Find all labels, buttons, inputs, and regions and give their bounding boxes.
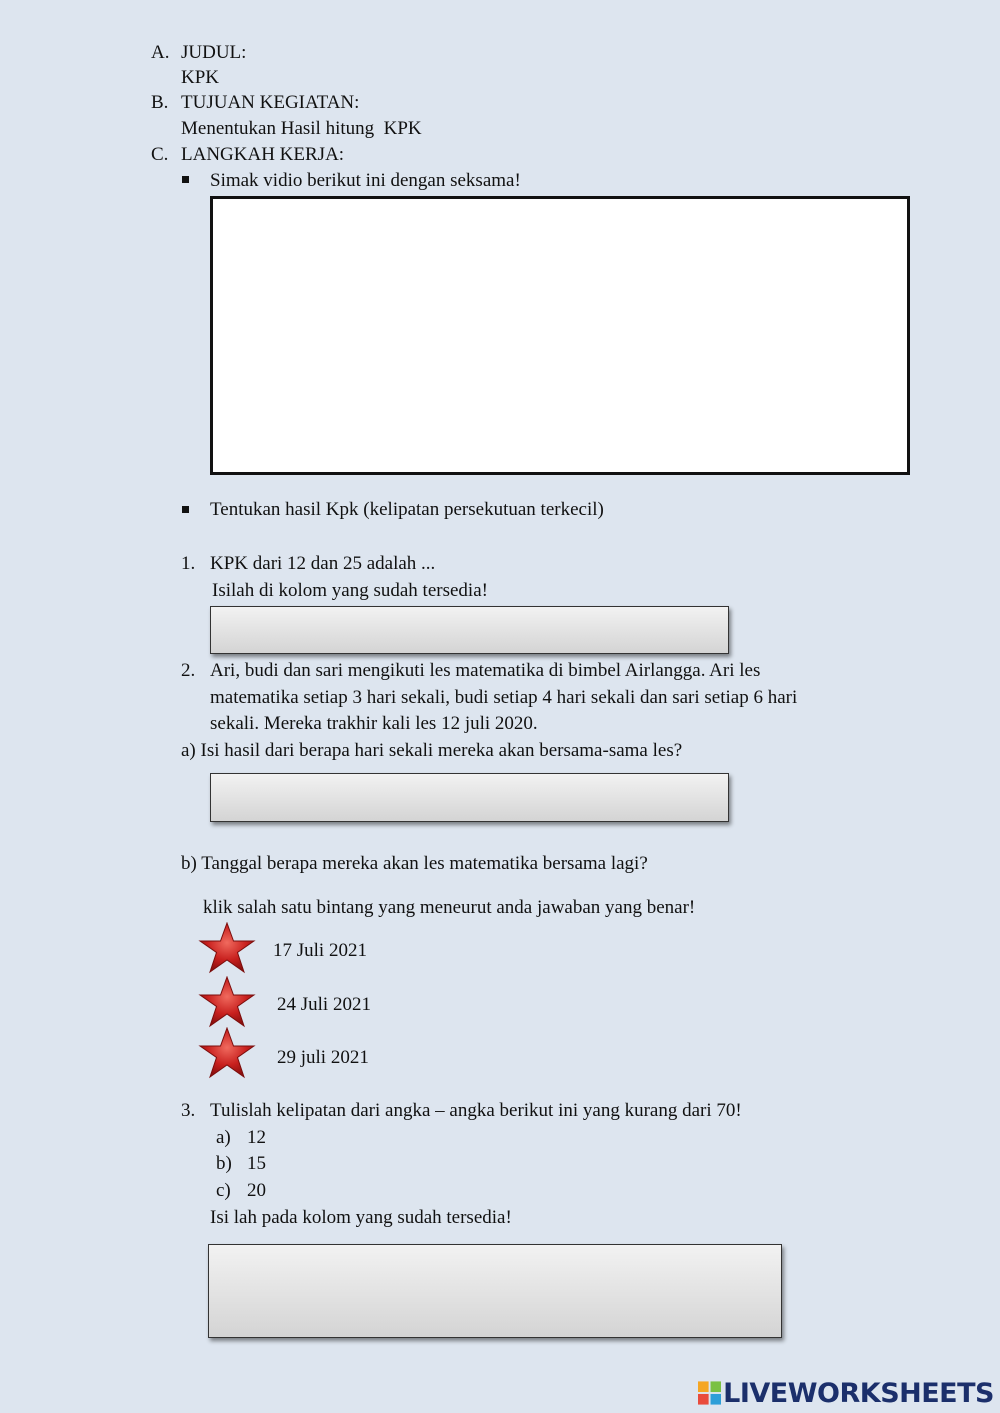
q3-number: 3. xyxy=(181,1100,196,1121)
star-icon[interactable] xyxy=(198,922,256,974)
section-a-marker: A. xyxy=(151,42,170,63)
option-2-label: 24 Juli 2021 xyxy=(277,994,371,1015)
section-b-heading: TUJUAN KEGIATAN: xyxy=(181,92,360,113)
q3-item-c-value: 20 xyxy=(247,1180,266,1201)
q3-text: Tulislah kelipatan dari angka – angka berikut ini yang kurang dari 70! xyxy=(210,1100,742,1121)
q2-part-b-question: b) Tanggal berapa mereka akan les matematika bersama lagi? xyxy=(181,853,648,874)
bullet-marker xyxy=(182,506,189,513)
video-player[interactable] xyxy=(210,196,910,475)
q1-answer-field[interactable] xyxy=(210,606,729,654)
q3-item-b-value: 15 xyxy=(247,1153,266,1174)
q3-answer-field[interactable] xyxy=(208,1244,782,1338)
brand-name: LIVEWORKSHEETS xyxy=(723,1377,994,1409)
determine-kpk-instruction: Tentukan hasil Kpk (kelipatan persekutuan terkecil) xyxy=(210,499,604,520)
q3-instruction: Isi lah pada kolom yang sudah tersedia! xyxy=(210,1207,512,1228)
star-instruction: klik salah satu bintang yang meneurut anda jawaban yang benar! xyxy=(203,897,696,918)
q2-part-a-question: a) Isi hasil dari berapa hari sekali mereka akan bersama-sama les? xyxy=(181,740,683,761)
q2-text-line2: matematika setiap 3 hari sekali, budi setiap 4 hari sekali dan sari setiap 6 hari xyxy=(210,687,798,708)
q2-text-line1: Ari, budi dan sari mengikuti les matematika di bimbel Airlangga. Ari les xyxy=(210,660,761,681)
section-b-marker: B. xyxy=(151,92,169,113)
section-c-marker: C. xyxy=(151,144,169,165)
q3-item-c-label: c) xyxy=(216,1180,231,1201)
q2-text-line3: sekali. Mereka trakhir kali les 12 juli 2020. xyxy=(210,713,538,734)
liveworksheets-logo[interactable] xyxy=(698,1376,994,1410)
watch-video-instruction: Simak vidio berikut ini dengan seksama! xyxy=(210,170,521,191)
section-a-heading: JUDUL: xyxy=(181,42,247,63)
q3-item-a-value: 12 xyxy=(247,1127,266,1148)
liveworksheets-logo-icon xyxy=(698,1381,721,1405)
q2-number: 2. xyxy=(181,660,196,681)
q3-item-a-label: a) xyxy=(216,1127,231,1148)
q2a-answer-field[interactable] xyxy=(210,773,729,822)
section-c-heading: LANGKAH KERJA: xyxy=(181,144,345,165)
section-a-content: KPK xyxy=(181,67,220,88)
star-icon[interactable] xyxy=(198,976,256,1028)
option-1-label: 17 Juli 2021 xyxy=(273,940,367,961)
option-3-label: 29 juli 2021 xyxy=(277,1047,369,1068)
bullet-marker xyxy=(182,176,189,183)
star-icon[interactable] xyxy=(198,1027,256,1079)
q1-number: 1. xyxy=(181,553,196,574)
q1-instruction: Isilah di kolom yang sudah tersedia! xyxy=(212,580,488,601)
q3-item-b-label: b) xyxy=(216,1153,232,1174)
q1-text: KPK dari 12 dan 25 adalah ... xyxy=(210,553,436,574)
section-b-content: Menentukan Hasil hitung KPK xyxy=(181,118,422,139)
